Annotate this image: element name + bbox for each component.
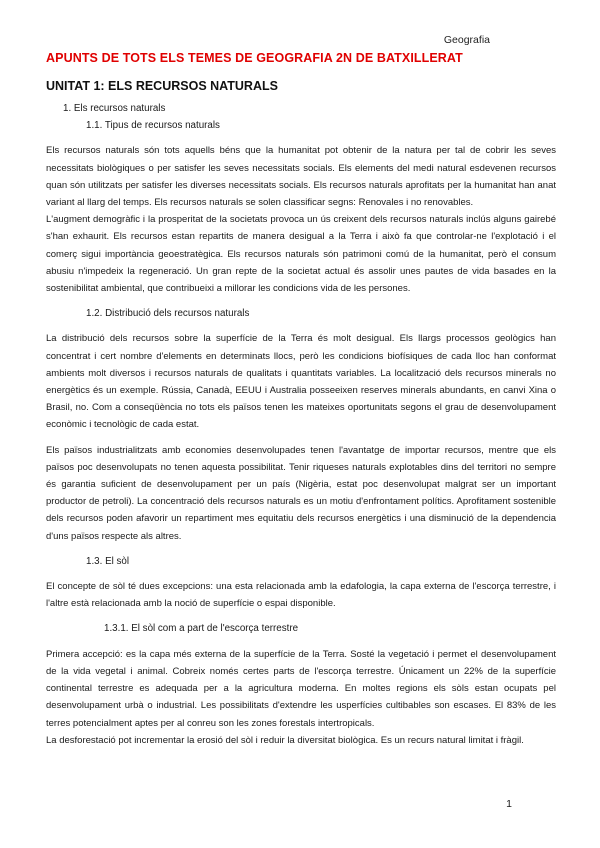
document-title: APUNTS DE TOTS ELS TEMES DE GEOGRAFIA 2N DE BATXILLERAT: [46, 51, 463, 65]
paragraph-first-meaning: Primera accepció: es la capa més externa de la superfície de la Terra. Sosté la vegetació i permet el desenvolupament de la vida vegetal i animal. Cobreix només certes parts de l'escorça terrestre. Únicament un 22% de la superfície continental terrestre es adequada per a la agricultura moderna. En moltes regions els sòls estan ocupats pel desenvolupament urbà o industrial. Les possibilitats d'extendre les usperfícies cultibables son escases. El 83% de les terres potencialment aptes per al conreu son les zones forestals intertropicals.: [46, 648, 556, 729]
paragraph-industrialized-countries: Els països industrialitzats amb economies desenvolupades tenen l'avantatge de importar recursos, mentre que els països poc desenvolupats no tenen aquesta possibilitat. Tenir riqueses naturals explotables dins del territori no sempre és garantia suficient de desenvolupament per un país (Nigèria, estat poc desenvolupat malgrat ser un important productor de petroli). La concentració dels recursos naturals es un motiu d'enfrontament polítics. Aprofitament sostenible dels recursos poden afavorir un repartiment mes equitatiu dels recursos energètics i una disminució de la dependencia d'uns països respecte als altres.: [46, 444, 556, 542]
section-heading-1-2: 1.2. Distribució dels recursos naturals: [86, 308, 250, 320]
section-heading-1-1: 1.1. Tipus de recursos naturals: [86, 120, 220, 132]
section-heading-1-3-1: 1.3.1. El sòl com a part de l'escorça terrestre: [104, 623, 299, 635]
paragraph-resources-demography: L'augment demogràfic i la prosperitat de la societats provoca un ús creixent dels recursos naturals inclús alguns gairebé s'han exhaurit. Els recursos estan repartits de manera desigual a la Terra i això fa que controlar-ne l'explotació i el comerç sigui importància geoestratègica. Els recursos naturals són patrimoni comú de la humanitat, però el consum abusiu n'impedeix la regeneració. Un gran repte de la societat actual és assolir unes pautes de vida basades en la sostenibilitat ambiental, que contribueixi a millorar les condicions vida de les persones.: [46, 214, 556, 295]
header-subject: Geografia: [443, 34, 490, 46]
section-heading-1: 1. Els recursos naturals: [63, 103, 166, 114]
document-body: [46, 100, 556, 749]
paragraph-distribution: La distribució dels recursos sobre la superfície de la Terra és molt desigual. Els llargs processos geològics han concentrat i cert nombre d'elements en determinats llocs, però les condicions biofísiques de cada lloc han conformat ambients molt diversos i recursos naturals de qualitats i quantitats variables. La localització dels recursos minerals no energètics és un exemple. Rússia, Canadà, EEUU i Australia posseeixen reserves minerals abundants, en canvi Xina o Brasil, no. Com a conseqüència no tots els països tenen les mateixes oportunitats segons el grau de desenvolupament econòmic i tecnològic de cada estat.: [46, 333, 556, 431]
page-number: 1: [506, 798, 512, 810]
section-heading-1-3: 1.3. El sòl: [86, 555, 130, 567]
unit-title: UNITAT 1: ELS RECURSOS NATURALS: [46, 79, 278, 93]
paragraph-deforestation: La desforestació pot incrementar la erosió del sòl i reduir la diversitat biològica. Es un recurs natural limitat i fràgil.: [46, 734, 524, 746]
paragraph-resources-definition: Els recursos naturals són tots aquells béns que la humanitat pot obtenir de la natura per tal de cobrir les seves necessitats biològiques o per satisfer les seves necessitats socials. Els elements del medi natural esdevenen recursos quan són utilitzats per satisfer les diverses necessitats socials. Els recursos naturals aprofitats per la humanitat han anat variant al llarg del temps. Els recursos naturals se solen classificar segns: Renovales i no renovables.: [46, 145, 556, 209]
paragraph-soil-concept: El concepte de sòl té dues excepcions: una esta relacionada amb la edafologia, la capa externa de l'escorça terrestre, i l'altre està relacionada amb la noció de superfície o espai disponible.: [46, 581, 556, 610]
